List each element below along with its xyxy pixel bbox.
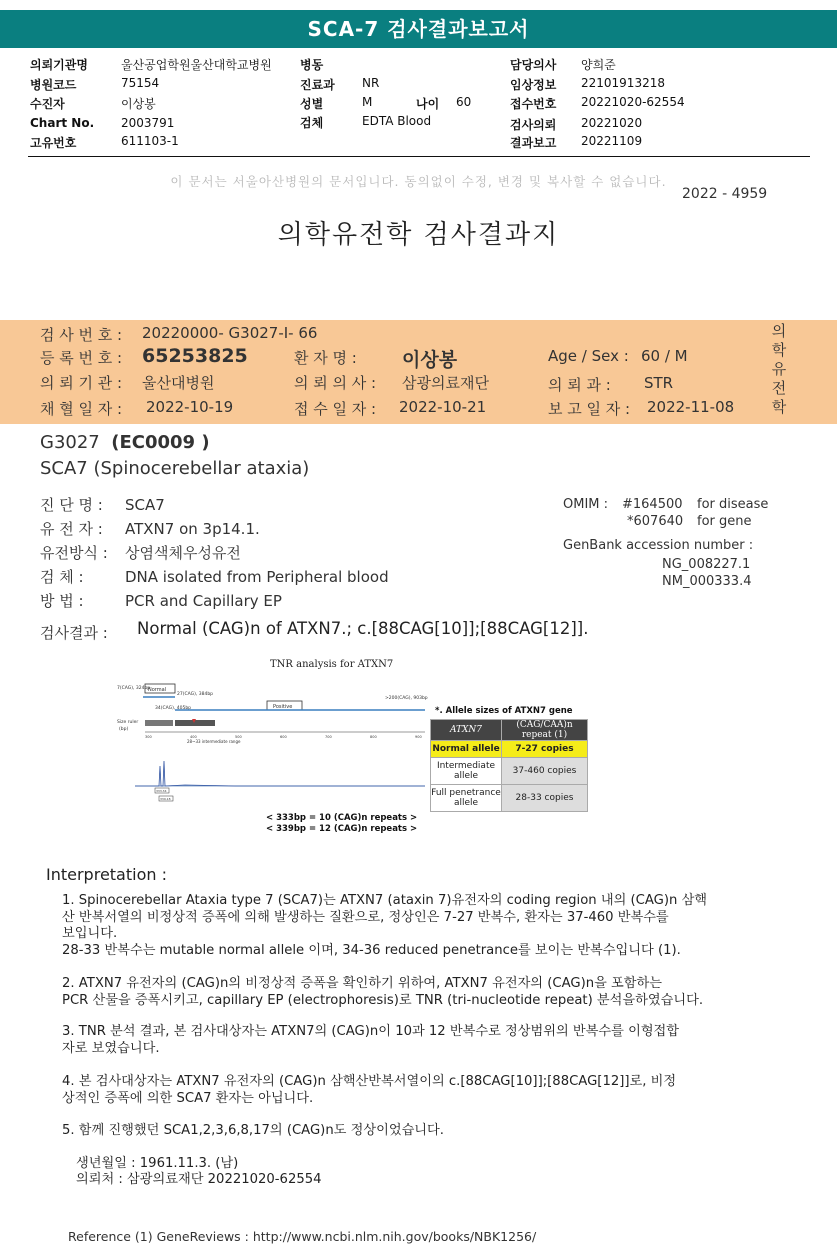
interp-p4: 4. 본 검사대상자는 ATXN7 유전자의 (CAG)n 삼핵산반복서열이의 c.[88CAG[10]];[88CAG[12]]로, 비정 상적인 증폭에 의한 SCA7 환자는 아닙니다.	[62, 1074, 677, 1106]
repeat-results	[266, 813, 417, 835]
label-specimen: 검체	[300, 116, 324, 130]
value-dept: NR	[362, 76, 380, 90]
interpretation-title: Interpretation :	[46, 865, 167, 884]
value-patient: 이상봉	[121, 97, 156, 111]
label-receipt-no: 접수번호	[510, 97, 557, 111]
omim-disease: #164500	[622, 497, 683, 512]
tick-600: 600	[280, 735, 287, 739]
value-specimen: EDTA Blood	[362, 114, 432, 128]
trace-peaks	[135, 761, 425, 786]
genbank-label: GenBank accession number :	[563, 538, 754, 553]
test-fields	[40, 493, 389, 613]
tnr-figure	[115, 676, 435, 816]
omim-gene: *607640	[627, 514, 684, 529]
receive-date-value: 2022-10-21	[399, 398, 487, 416]
tick-400: 400	[190, 735, 197, 739]
cag7-label: 7(CAG), 324bp	[117, 686, 151, 691]
receive-date-label: 접 수 일 자 :	[294, 400, 377, 418]
allele-header-gene: ATXN7	[431, 720, 502, 741]
org-value: 울산대병원	[142, 374, 215, 392]
patient-name-label: 환 자 명 :	[294, 349, 357, 367]
peak-label-1: 333.34	[156, 789, 167, 793]
age-sex-label: Age / Sex :	[548, 347, 629, 365]
doctor-value: 삼광의료재단	[402, 374, 489, 392]
field-inheritance: 유전방식 : 상염색체우성유전	[40, 544, 241, 562]
report-title: SCA-7 검사결과보고서	[0, 10, 837, 48]
tick-500: 500	[235, 735, 242, 739]
allele-table-title: *. Allele sizes of ATXN7 gene	[435, 706, 573, 716]
test-code: G3027 (EC0009 )	[40, 432, 210, 453]
omim-disease-for: for disease	[697, 497, 769, 512]
interp-p3: 3. TNR 분석 결과, 본 검사대상자는 ATXN7의 (CAG)n이 10과 12 반복수로 정상범위의 반복수를 이형접합 자로 보였습니다.	[62, 1024, 680, 1056]
size-ruler-label: Size ruler	[117, 720, 139, 725]
cag200-label: >200(CAG), 903bp	[385, 696, 428, 701]
field-gene: 유 전 자 : ATXN7 on 3p14.1.	[40, 520, 260, 538]
omim-gene-for: for gene	[697, 514, 752, 529]
referrer: 의뢰처 : 삼광의료재단 20221020-62554	[76, 1172, 322, 1187]
age-sex-value: 60 / M	[641, 347, 688, 365]
tick-800: 800	[370, 735, 377, 739]
document-title: 의학유전학 검사결과지	[277, 220, 560, 250]
cag27-label: 27(CAG), 384bp	[177, 692, 214, 697]
label-request: 검사의뢰	[510, 118, 557, 132]
allele-row-normal: Normal allele 7-27 copies	[431, 741, 588, 758]
allele-row-intermediate: Intermediate allele 37-460 copies	[431, 758, 588, 785]
interp-p1-tail: 28-33 반복수는 mutable normal allele 이며, 34-36 reduced penetrance를 보이는 반복수입니다 (1).	[62, 943, 681, 958]
header-info	[28, 56, 808, 151]
label-chart-no: Chart No.	[30, 116, 95, 130]
interp-p1: 1. Spinocerebellar Ataxia type 7 (SCA7)는 ATXN7 (ataxin 7)유전자의 coding region 내의 (CAG)n 삼핵 산 반복서열의 비정상적 증폭에 의해 발생하는 질환으로, 정상인은 7-27 반복수, 환자는 37-460 반복수를 보입니다.	[62, 893, 708, 941]
collect-date-value: 2022-10-19	[146, 398, 234, 416]
vertical-dept-label: 의 학 유 전 학	[771, 322, 787, 416]
label-hospital-code: 병원코드	[30, 78, 77, 92]
tick-900: 900	[415, 735, 422, 739]
tick-700: 700	[325, 735, 332, 739]
tick-300: 300	[145, 735, 152, 739]
normal-label: Normal	[148, 687, 167, 693]
allele-table-header	[431, 720, 588, 741]
bp-label: (bp)	[119, 727, 129, 732]
repeat-333: < 333bp = 10 (CAG)n repeats >	[266, 813, 418, 823]
value-chart-no: 2003791	[121, 116, 175, 130]
reg-no-label: 등 록 번 호 :	[40, 349, 123, 367]
field-method: 방 법 : PCR and Capillary EP	[40, 592, 282, 610]
dept-label: 의 뢰 과 :	[548, 376, 611, 394]
report-date-label: 보 고 일 자 :	[548, 400, 631, 418]
omim-label: OMIM :	[563, 497, 609, 512]
reference: Reference (1) GeneReviews : http://www.ncbi.nlm.nih.gov/books/NBK1256/	[68, 1229, 537, 1244]
header-divider	[28, 156, 810, 157]
genbank-nm: NM_000333.4	[662, 574, 752, 589]
dept-value: STR	[644, 374, 674, 392]
label-doctor: 담당의사	[510, 58, 557, 72]
label-sex: 성별	[300, 97, 324, 111]
allele-header-repeat: (CAG/CAA)n repeat (1)	[502, 720, 588, 741]
patient-name-value: 이상봉	[402, 349, 458, 371]
genbank-ng: NG_008227.1	[662, 557, 751, 572]
label-unique-no: 고유번호	[30, 136, 77, 150]
collect-date-label: 채 혈 일 자 :	[40, 400, 123, 418]
label-org: 의뢰기관명	[30, 58, 88, 72]
reg-no-value: 65253825	[142, 345, 248, 367]
label-patient: 수진자	[30, 97, 65, 111]
field-diagnosis: 진 단 명 : SCA7	[40, 496, 165, 514]
value-receipt-no: 20221020-62554	[581, 95, 685, 109]
result-label: 검사결과 :	[40, 624, 108, 642]
report-date-value: 2022-11-08	[647, 398, 735, 416]
interp-p5: 5. 함께 진행했던 SCA1,2,3,6,8,17의 (CAG)n도 정상이었습니다.	[62, 1123, 444, 1138]
org-label: 의 뢰 기 관 :	[40, 374, 123, 392]
intermediate-label: 28~33 intermediate range	[187, 739, 241, 744]
copy-notice: 이 문서는 서울아산병원의 문서입니다. 동의없이 수정, 변경 및 복사할 수 없습니다.	[170, 174, 667, 189]
value-age: 60	[456, 95, 472, 109]
label-age: 나이	[416, 97, 440, 111]
ruler-normal-seg	[145, 720, 173, 726]
value-request: 20221020	[581, 116, 643, 130]
label-ward: 병동	[300, 58, 324, 72]
value-doctor: 양희준	[581, 58, 616, 72]
allele-row-full: Full penetrance allele 28-33 copies	[431, 785, 588, 812]
birth-date: 생년월일 : 1961.11.3. (남)	[76, 1156, 239, 1171]
doctor-label: 의 뢰 의 사 :	[294, 374, 377, 392]
label-report: 결과보고	[510, 136, 557, 150]
value-clinical-info: 22101913218	[581, 76, 665, 90]
value-sex: M	[362, 95, 373, 109]
label-clinical-info: 임상정보	[510, 78, 557, 92]
test-no-label: 검 사 번 호 :	[40, 326, 123, 344]
allele-size-table	[430, 719, 588, 812]
value-org: 울산공업학원울산대학교병원	[121, 58, 272, 72]
field-specimen: 검 체 : DNA isolated from Peripheral blood	[40, 568, 389, 586]
cag34-label: 34(CAG), 405bp	[155, 706, 192, 711]
document-number: 2022 - 4959	[682, 186, 768, 202]
value-unique-no: 611103-1	[121, 134, 179, 148]
test-no-value: 20220000- G3027-I- 66	[142, 324, 318, 342]
figure-title: TNR analysis for ATXN7	[270, 659, 394, 670]
label-dept: 진료과	[300, 78, 335, 92]
positive-label: Positive	[273, 704, 293, 710]
repeat-339: < 339bp = 12 (CAG)n repeats >	[266, 824, 418, 834]
interp-p2: 2. ATXN7 유전자의 (CAG)n의 비정상적 증폭을 확인하기 위하여, ATXN7 유전자의 (CAG)n을 포함하는 PCR 산물을 증폭시키고, capillary EP (electrophoresis)로 TNR (tri-nucleotide repeat) 분석을하였습니다.	[62, 976, 704, 1008]
peak-label-2: 339.18	[160, 797, 171, 801]
result-value: Normal (CAG)n of ATXN7.; c.[88CAG[10]];[88CAG[12]].	[137, 619, 589, 638]
value-hospital-code: 75154	[121, 76, 160, 90]
test-name: SCA7 (Spinocerebellar ataxia)	[40, 458, 310, 479]
test-ec: (EC0009 )	[111, 432, 210, 453]
value-report: 20221109	[581, 134, 643, 148]
